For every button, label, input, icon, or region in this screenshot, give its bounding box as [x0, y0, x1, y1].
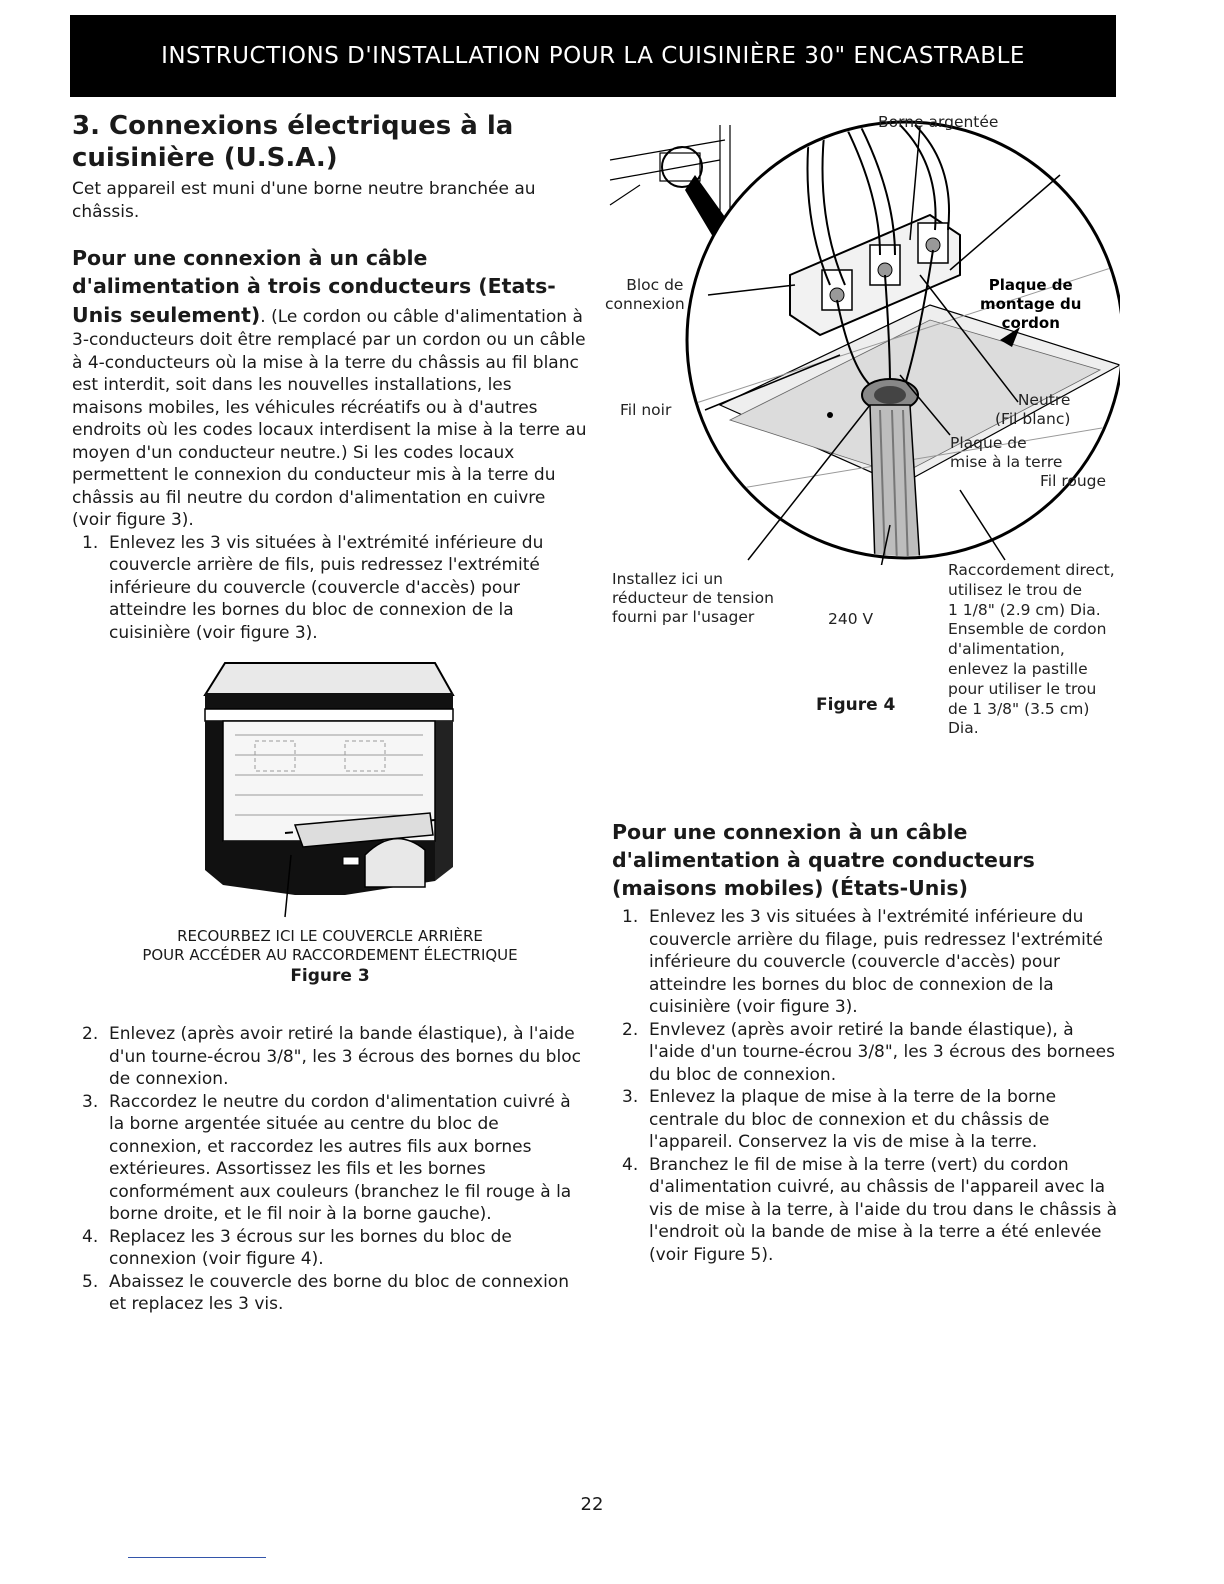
four-conductor-steps	[612, 906, 1122, 1266]
label-mise-line2: mise à la terre	[950, 453, 1063, 471]
label-mise-line1: Plaque de	[950, 434, 1027, 452]
label-neutre-line2: (Fil blanc)	[995, 410, 1071, 428]
label-plaque-line1: Plaque de	[988, 276, 1073, 294]
three-conductor-heading-line1: Pour une connexion à un câble	[72, 246, 428, 270]
label-raccordement	[948, 561, 1115, 739]
label-installez-line3: fourni par l'usager	[612, 608, 755, 626]
three-conductor-heading-line3: Unis seulement)	[72, 303, 261, 327]
list-item: 1. Enlevez les 3 vis situées à l'extrémité inférieure du couvercle arrière du filage, puis redressez l'extrémité inférieure du couvercle (couvercle d'accès) pour atteindre les bornes du bloc de connexion de la cuisinière (voir figure 3).	[622, 907, 1103, 1017]
label-raccord-line: utilisez le trou de	[948, 580, 1082, 599]
label-neutre-line1: Neutre	[1017, 391, 1071, 409]
list-item: 4. Replacez les 3 écrous sur les bornes du bloc de connexion (voir figure 4).	[82, 1226, 512, 1269]
label-installez-line1: Installez ici un	[612, 570, 723, 588]
label-fil-noir: Fil noir	[620, 401, 672, 419]
label-raccord-line: de 1 3/8" (3.5 cm)	[948, 699, 1090, 718]
four-conductor-heading-line2: d'alimentation à quatre conducteurs	[612, 848, 1035, 872]
label-raccord-line: d'alimentation,	[948, 640, 1065, 659]
four-conductor-heading	[612, 818, 1122, 902]
list-item: 2. Envlevez (après avoir retiré la bande élastique), à l'aide d'un tourne-écrou 3/8", les 3 écrous des bornees du bloc de connexion.	[622, 1019, 1115, 1085]
label-bloc-line2: connexion	[605, 295, 685, 313]
three-conductor-body-text: . (Le cordon ou câble d'alimentation à 3-conducteurs doit être remplacé par un cordon ou un câble à 4-conducteurs où la mise à la terre du châssis au fil blanc est interdit, soit dans les nouvelles installations, les maisons mobiles, les véhicules récréatifs ou à d'autres endroits où les codes locaux interdisent la mise à la terre au moyen d'un conducteur neutre.) Si les codes locaux permettent le connexion du conducteur mis à la terre du châssis au fil neutre du cordon d'alimentation en cuivre (voir figure 3).	[72, 307, 587, 530]
four-conductor-heading-line1: Pour une connexion à un câble	[612, 820, 968, 844]
figure-4-terminal-block-illustration	[600, 105, 1120, 565]
footer-rule	[128, 1557, 266, 1558]
label-raccord-line: enlevez la pastille	[948, 659, 1088, 678]
label-raccord-line: pour utiliser le trou	[948, 679, 1097, 698]
page-number: 22	[580, 1494, 604, 1515]
figure-3-caption-line1: RECOURBEZ ICI LE COUVERCLE ARRIÈRE	[177, 927, 483, 945]
list-item: 2. Enlevez (après avoir retiré la bande élastique), à l'aide d'un tourne-écrou 3/8", les 3 écrous des bornes du bloc de connexion.	[82, 1024, 581, 1089]
section-intro: Cet appareil est muni d'une borne neutre branchée au châssis.	[72, 179, 536, 222]
three-conductor-heading-line2: d'alimentation à trois conducteurs (Etats-	[72, 274, 556, 298]
label-installez-line2: réducteur de tension	[612, 589, 774, 607]
label-plaque-mise-terre	[950, 434, 1062, 472]
header-banner	[70, 15, 1116, 97]
list-item: 3. Enlevez la plaque de mise à la terre de la borne centrale du bloc de connexion et du châssis de l'appareil. Conservez la vis de mise à la terre.	[622, 1087, 1057, 1152]
section-heading-line2: cuisinière (U.S.A.)	[72, 143, 338, 173]
label-raccord-line: 1 1/8" (2.9 cm) Dia.	[948, 600, 1101, 619]
three-conductor-section	[72, 244, 587, 644]
list-item: 1. Enlevez les 3 vis situées à l'extrémité inférieure du couvercle arrière de fils, puis redressez l'extrémité inférieure du couvercle (couvercle d'accès) pour atteindre les bornes du bloc de connexion de la cuisinière (voir figure 3).	[82, 532, 544, 643]
three-conductor-body	[72, 301, 587, 532]
label-plaque-line2: montage du	[980, 295, 1082, 313]
section-heading	[72, 110, 592, 174]
label-neutre	[995, 391, 1070, 429]
list-item: 3. Raccordez le neutre du cordon d'alimentation cuivré à la borne argentée située au centre du bloc de connexion, et raccordez les autres fils aux bornes extérieures. Assortissez les fils et les bornes conformément aux couleurs (branchez le fil rouge à la borne droite, et le fil noir à la borne gauche).	[82, 1091, 572, 1224]
label-borne-argentee: Borne argentée	[878, 113, 999, 131]
figure-4-title: Figure 4	[816, 695, 896, 715]
label-bloc-line1: Bloc de	[626, 276, 684, 294]
section-heading-line1: 3. Connexions électriques à la	[72, 111, 514, 141]
label-bloc-connexion	[605, 276, 685, 314]
four-conductor-heading-line3: (maisons mobiles) (États-Unis)	[612, 876, 968, 900]
label-raccord-line: Dia.	[948, 719, 979, 738]
figure-3-caption-line2: POUR ACCÉDER AU RACCORDEMENT ÉLECTRIQUE	[142, 946, 518, 964]
label-raccord-line: Raccordement direct,	[948, 561, 1115, 579]
banner-title: INSTRUCTIONS D'INSTALLATION POUR LA CUISINIÈRE 30" ENCASTRABLE	[161, 43, 1025, 69]
figure-3-range-illustration	[195, 655, 470, 920]
label-fil-rouge: Fil rouge	[1040, 472, 1107, 490]
figure-3-caption	[120, 927, 540, 986]
list-item: 4. Branchez le fil de mise à la terre (vert) du cordon d'alimentation cuivré, au châssis de l'appareil avec la vis de mise à la terre, à l'aide du trou dans le châssis à l'endroit où la bande de mise à la terre a été enlevée (voir Figure 5).	[622, 1154, 1118, 1265]
label-voltage: 240 V	[828, 610, 874, 628]
list-item: 5. Abaissez le couvercle des borne du bloc de connexion et replacez les 3 vis.	[82, 1271, 569, 1314]
label-raccord-line: Ensemble de cordon	[948, 620, 1107, 639]
label-plaque-line3: cordon	[1001, 314, 1060, 332]
three-conductor-steps-first	[72, 532, 587, 645]
figure-3-title: Figure 3	[290, 966, 370, 986]
label-plaque-montage	[980, 276, 1081, 333]
three-conductor-steps-rest	[72, 1023, 582, 1316]
label-installez	[612, 570, 774, 627]
